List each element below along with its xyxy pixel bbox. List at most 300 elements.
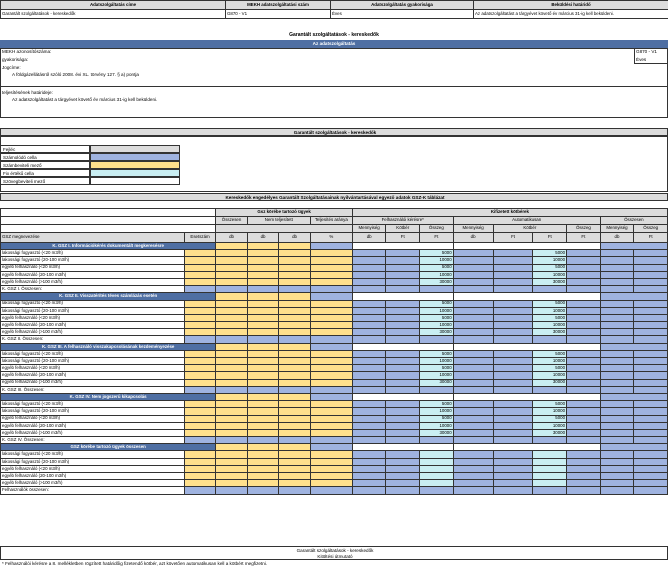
calc-cell xyxy=(634,422,668,429)
sub-ossz-header: Összesen xyxy=(600,217,667,225)
section-total-label: Felhasználók összesen: xyxy=(1,487,185,494)
calc-cell xyxy=(453,314,493,321)
input-cell[interactable] xyxy=(216,343,248,350)
input-cell[interactable] xyxy=(279,393,311,400)
input-cell[interactable] xyxy=(184,358,216,365)
input-cell[interactable] xyxy=(310,300,352,307)
input-cell[interactable] xyxy=(310,350,352,357)
input-cell[interactable] xyxy=(216,465,248,472)
input-cell[interactable] xyxy=(247,329,279,336)
input-cell[interactable] xyxy=(247,278,279,285)
input-cell[interactable] xyxy=(184,314,216,321)
fixed-value-cell: 10000 xyxy=(420,257,454,264)
calc-cell xyxy=(352,372,386,379)
input-cell[interactable] xyxy=(247,415,279,422)
input-cell[interactable] xyxy=(184,350,216,357)
calc-cell xyxy=(493,451,533,458)
unit-header: db xyxy=(453,233,493,243)
input-cell[interactable] xyxy=(184,473,216,480)
calc-cell xyxy=(600,300,634,307)
input-cell[interactable] xyxy=(247,408,279,415)
calc-cell xyxy=(634,322,668,329)
mekh-value: G870 - V1 xyxy=(636,49,657,54)
fixed-value-cell: 5000 xyxy=(533,314,567,321)
input-cell[interactable] xyxy=(216,422,248,429)
input-cell[interactable] xyxy=(310,480,352,487)
calc-cell xyxy=(279,437,311,444)
input-cell[interactable] xyxy=(279,444,311,451)
input-cell[interactable] xyxy=(216,379,248,386)
input-cell[interactable] xyxy=(247,343,279,350)
calc-cell xyxy=(567,386,601,393)
legend-label xyxy=(0,177,90,185)
unit-header: db xyxy=(279,233,311,243)
calc-cell xyxy=(453,250,493,257)
calc-cell xyxy=(493,329,533,336)
calc-cell xyxy=(493,437,533,444)
fixed-value-cell: 10000 xyxy=(420,372,454,379)
calc-cell xyxy=(567,487,601,494)
calc-cell xyxy=(493,322,533,329)
calc-cell xyxy=(386,300,420,307)
input-cell[interactable] xyxy=(247,473,279,480)
calc-cell xyxy=(493,278,533,285)
input-cell[interactable] xyxy=(184,451,216,458)
legend-label-text: Számolódó cella xyxy=(3,155,37,160)
input-cell[interactable] xyxy=(184,415,216,422)
input-cell[interactable] xyxy=(247,307,279,314)
input-cell[interactable] xyxy=(184,465,216,472)
row-label: egyéb felhasználó (<20 m3/h) xyxy=(1,365,185,372)
input-cell[interactable] xyxy=(184,429,216,436)
input-cell[interactable] xyxy=(247,458,279,465)
legal-label: Jogcíme: xyxy=(2,65,21,70)
input-cell[interactable] xyxy=(216,480,248,487)
calc-cell xyxy=(386,329,420,336)
calc-cell xyxy=(600,343,667,350)
input-cell[interactable] xyxy=(279,322,311,329)
input-cell[interactable] xyxy=(247,250,279,257)
calc-cell xyxy=(184,437,216,444)
input-cell[interactable] xyxy=(184,422,216,429)
input-cell[interactable] xyxy=(184,379,216,386)
calc-cell xyxy=(453,336,493,343)
input-cell[interactable] xyxy=(247,350,279,357)
input-cell[interactable] xyxy=(279,358,311,365)
calc-cell xyxy=(634,336,668,343)
calc-cell xyxy=(352,257,386,264)
input-cell[interactable] xyxy=(216,257,248,264)
calc-cell xyxy=(310,243,352,250)
input-cell[interactable] xyxy=(247,444,279,451)
col-osszesen-header: Összesen xyxy=(216,217,248,225)
legend-swatch xyxy=(90,177,180,185)
calc-cell xyxy=(493,336,533,343)
input-cell[interactable] xyxy=(247,358,279,365)
input-cell[interactable] xyxy=(184,480,216,487)
input-cell[interactable] xyxy=(184,250,216,257)
input-cell[interactable] xyxy=(184,458,216,465)
header-deadline-value[interactable]: Az adatszolgáltatást a tárgyévet követő év március 31-ig kell beküldeni. xyxy=(474,10,668,19)
input-cell[interactable] xyxy=(247,379,279,386)
input-cell[interactable] xyxy=(247,401,279,408)
input-cell[interactable] xyxy=(279,243,311,250)
input-cell[interactable] xyxy=(247,314,279,321)
legend-label xyxy=(0,161,90,169)
calc-cell xyxy=(493,257,533,264)
legend-label xyxy=(0,169,90,177)
calc-cell xyxy=(600,386,634,393)
input-cell[interactable] xyxy=(184,278,216,285)
row-label: egyéb felhasználó (<20 m3/h) xyxy=(1,415,185,422)
input-cell[interactable] xyxy=(279,300,311,307)
input-cell[interactable] xyxy=(310,429,352,436)
input-cell[interactable] xyxy=(310,422,352,429)
section-total-label: K. GSZ II. Összesen: xyxy=(1,336,185,343)
header-freq-value[interactable]: Éves xyxy=(331,10,474,19)
calc-cell xyxy=(352,365,386,372)
input-cell[interactable] xyxy=(279,271,311,278)
section-total-label: K. GSZ I. Összesen: xyxy=(1,286,185,293)
input-cell[interactable] xyxy=(279,264,311,271)
calc-cell xyxy=(310,437,352,444)
input-cell[interactable] xyxy=(216,408,248,415)
unit-header: db xyxy=(352,233,386,243)
input-cell[interactable] xyxy=(184,307,216,314)
fixed-value-cell: 10000 xyxy=(533,307,567,314)
input-cell[interactable] xyxy=(310,379,352,386)
calc-cell xyxy=(352,415,386,422)
calc-cell xyxy=(386,372,420,379)
input-cell[interactable] xyxy=(247,465,279,472)
calc-cell xyxy=(247,336,279,343)
input-cell[interactable] xyxy=(279,408,311,415)
input-cell[interactable] xyxy=(279,429,311,436)
calc-cell xyxy=(352,307,386,314)
input-cell[interactable] xyxy=(216,322,248,329)
input-cell[interactable] xyxy=(279,401,311,408)
input-cell[interactable] xyxy=(184,300,216,307)
calc-cell xyxy=(386,480,420,487)
calc-cell xyxy=(386,250,420,257)
input-cell[interactable] xyxy=(310,278,352,285)
calc-cell xyxy=(453,257,493,264)
calc-cell xyxy=(386,379,420,386)
calc-cell xyxy=(216,386,248,393)
calc-cell xyxy=(310,386,352,393)
calc-cell xyxy=(600,329,634,336)
input-cell[interactable] xyxy=(216,451,248,458)
fixed-value-cell: 5000 xyxy=(420,350,454,357)
calc-cell xyxy=(567,257,601,264)
input-cell[interactable] xyxy=(216,401,248,408)
input-cell[interactable] xyxy=(247,365,279,372)
calc-cell xyxy=(493,379,533,386)
input-cell[interactable] xyxy=(247,293,279,300)
calc-cell xyxy=(493,286,533,293)
input-cell[interactable] xyxy=(279,343,311,350)
fixed-value-cell xyxy=(533,465,567,472)
calc-cell xyxy=(493,415,533,422)
input-cell[interactable] xyxy=(216,278,248,285)
input-cell[interactable] xyxy=(247,422,279,429)
input-cell[interactable] xyxy=(310,257,352,264)
calc-cell xyxy=(634,300,668,307)
calc-cell xyxy=(352,422,386,429)
input-cell[interactable] xyxy=(310,307,352,314)
calc-cell xyxy=(352,286,386,293)
calc-cell xyxy=(600,314,634,321)
calc-cell xyxy=(352,379,386,386)
input-cell[interactable] xyxy=(247,480,279,487)
input-cell[interactable] xyxy=(310,415,352,422)
calc-cell xyxy=(279,386,311,393)
input-cell[interactable] xyxy=(279,451,311,458)
input-cell[interactable] xyxy=(247,429,279,436)
main-title-bar xyxy=(0,193,668,201)
input-cell[interactable] xyxy=(216,429,248,436)
calc-cell xyxy=(493,264,533,271)
input-cell[interactable] xyxy=(310,465,352,472)
input-cell[interactable] xyxy=(310,372,352,379)
row-label: egyéb felhasználó (20-100 m3/h) xyxy=(1,322,185,329)
input-cell[interactable] xyxy=(279,422,311,429)
input-cell[interactable] xyxy=(216,293,248,300)
input-cell[interactable] xyxy=(279,307,311,314)
freq-label: gyakorisága: xyxy=(2,57,29,62)
calc-cell xyxy=(352,314,386,321)
calc-cell xyxy=(453,451,493,458)
input-cell[interactable] xyxy=(184,329,216,336)
sub-auto-header: Automatikusan xyxy=(453,217,600,225)
input-cell[interactable] xyxy=(247,393,279,400)
calc-cell xyxy=(567,350,601,357)
bottom-box xyxy=(0,546,668,560)
calc-cell xyxy=(567,358,601,365)
input-cell[interactable] xyxy=(279,250,311,257)
calc-cell xyxy=(600,401,634,408)
input-cell[interactable] xyxy=(310,314,352,321)
input-cell[interactable] xyxy=(310,271,352,278)
calc-cell xyxy=(533,336,567,343)
calc-cell xyxy=(567,379,601,386)
row-label: lakossági fogyasztó (<20 m3/h) xyxy=(1,250,185,257)
section-header: GSZ körébe tartozó ügyek összesen xyxy=(1,444,216,451)
gsz-table xyxy=(0,208,668,538)
row-label: egyéb felhasználó (>100 m3/h) xyxy=(1,278,185,285)
calc-cell xyxy=(600,250,634,257)
input-cell[interactable] xyxy=(184,365,216,372)
input-cell[interactable] xyxy=(279,379,311,386)
input-cell[interactable] xyxy=(279,415,311,422)
fixed-value-cell xyxy=(420,473,454,480)
calc-cell xyxy=(634,372,668,379)
calc-cell xyxy=(453,415,493,422)
legend-swatch xyxy=(90,161,180,169)
calc-cell xyxy=(453,322,493,329)
section-header: K. GSZ I. Információkérés dokumentált megkeresésre xyxy=(1,243,216,250)
input-cell[interactable] xyxy=(216,300,248,307)
input-cell[interactable] xyxy=(216,358,248,365)
calc-cell xyxy=(386,307,420,314)
input-cell[interactable] xyxy=(310,451,352,458)
fixed-value-cell: 30000 xyxy=(420,429,454,436)
calc-cell xyxy=(567,372,601,379)
unit-header: db xyxy=(216,233,248,243)
fixed-value-cell: 5000 xyxy=(420,365,454,372)
input-cell[interactable] xyxy=(247,322,279,329)
calc-cell xyxy=(310,343,352,350)
fixed-value-cell: 10000 xyxy=(533,358,567,365)
mekh-label: MEKH azonosítószáma: xyxy=(2,49,52,54)
input-cell[interactable] xyxy=(184,264,216,271)
input-cell[interactable] xyxy=(184,408,216,415)
input-cell[interactable] xyxy=(279,257,311,264)
calc-cell xyxy=(386,286,420,293)
input-cell[interactable] xyxy=(310,322,352,329)
input-cell[interactable] xyxy=(184,372,216,379)
calc-cell xyxy=(567,278,601,285)
input-cell[interactable] xyxy=(184,257,216,264)
fixed-value-cell: 10000 xyxy=(420,422,454,429)
calc-cell xyxy=(493,250,533,257)
calc-cell xyxy=(386,271,420,278)
input-cell[interactable] xyxy=(279,480,311,487)
input-cell[interactable] xyxy=(247,271,279,278)
input-cell[interactable] xyxy=(310,264,352,271)
input-cell[interactable] xyxy=(310,401,352,408)
calc-cell xyxy=(600,429,634,436)
input-cell[interactable] xyxy=(310,365,352,372)
calc-cell xyxy=(567,286,601,293)
input-cell[interactable] xyxy=(184,322,216,329)
input-cell[interactable] xyxy=(216,314,248,321)
input-cell[interactable] xyxy=(184,271,216,278)
input-cell[interactable] xyxy=(247,451,279,458)
input-cell[interactable] xyxy=(310,358,352,365)
input-cell[interactable] xyxy=(216,473,248,480)
blank-cell xyxy=(352,243,453,250)
legal-value: A földgázellátásról szóló 2008. évi XL. törvény 127. § a) pontja xyxy=(12,72,139,77)
input-cell[interactable] xyxy=(279,329,311,336)
input-cell[interactable] xyxy=(310,329,352,336)
input-cell[interactable] xyxy=(216,350,248,357)
calc-cell xyxy=(600,243,667,250)
calc-cell xyxy=(453,465,493,472)
calc-cell xyxy=(247,487,279,494)
input-cell[interactable] xyxy=(216,329,248,336)
input-cell[interactable] xyxy=(216,415,248,422)
input-cell[interactable] xyxy=(216,458,248,465)
calc-cell xyxy=(386,401,420,408)
input-cell[interactable] xyxy=(279,473,311,480)
blank-cell xyxy=(352,343,453,350)
calc-cell xyxy=(567,451,601,458)
unit-header: db xyxy=(600,233,634,243)
input-cell[interactable] xyxy=(310,250,352,257)
input-cell[interactable] xyxy=(279,293,311,300)
input-cell[interactable] xyxy=(184,401,216,408)
input-cell[interactable] xyxy=(247,372,279,379)
calc-cell xyxy=(420,487,454,494)
main-title: Kereskedők engedélyes Garantált Szolgáltatásainak nyilvántartásával egyező adatok GSZ-K táblázat xyxy=(225,195,445,200)
input-cell[interactable] xyxy=(216,264,248,271)
input-cell[interactable] xyxy=(247,300,279,307)
calc-cell xyxy=(352,480,386,487)
fixed-value-cell xyxy=(533,451,567,458)
col-ossz-header: Összeg xyxy=(634,225,668,233)
bottom-subtitle: Kitöltési útmutató xyxy=(317,554,353,559)
calc-cell xyxy=(634,365,668,372)
fixed-value-cell xyxy=(420,451,454,458)
section-header: K. GSZ II. Visszatérítés téves számlázás esetén xyxy=(1,293,216,300)
input-cell[interactable] xyxy=(216,365,248,372)
row-label: lakossági fogyasztó (20-100 m3/h) xyxy=(1,408,185,415)
input-cell[interactable] xyxy=(216,250,248,257)
input-cell[interactable] xyxy=(216,444,248,451)
fixed-value-cell: 10000 xyxy=(420,358,454,365)
fixed-value-cell: 30000 xyxy=(533,329,567,336)
input-cell[interactable] xyxy=(216,393,248,400)
row-label: lakossági fogyasztó (<20 m3/h) xyxy=(1,401,185,408)
input-cell[interactable] xyxy=(310,473,352,480)
input-cell[interactable] xyxy=(279,465,311,472)
input-cell[interactable] xyxy=(247,243,279,250)
calc-cell xyxy=(352,465,386,472)
calc-cell xyxy=(352,451,386,458)
unit-header: Ft xyxy=(634,233,668,243)
calc-cell xyxy=(600,372,634,379)
legend-swatch xyxy=(90,145,180,153)
input-cell[interactable] xyxy=(279,372,311,379)
input-cell[interactable] xyxy=(216,307,248,314)
calc-cell xyxy=(247,386,279,393)
fixed-value-cell xyxy=(533,473,567,480)
header-title-label: Adatszolgáltatás címe xyxy=(1,1,226,10)
header-title-value[interactable]: Garantált szolgáltatások - kereskedők xyxy=(1,10,226,19)
calc-cell xyxy=(533,437,567,444)
input-cell[interactable] xyxy=(310,458,352,465)
input-cell[interactable] xyxy=(247,264,279,271)
input-cell[interactable] xyxy=(279,314,311,321)
calc-cell xyxy=(493,473,533,480)
bottom-title: Garantált szolgáltatások - kereskedők xyxy=(296,548,374,553)
header-deadline-label: Beküldési határidő xyxy=(474,1,668,10)
fixed-value-cell xyxy=(420,480,454,487)
calc-cell xyxy=(386,422,420,429)
input-cell[interactable] xyxy=(279,458,311,465)
calc-cell xyxy=(310,293,352,300)
header-mekh-value[interactable]: G870 - V1 xyxy=(226,10,331,19)
calc-cell xyxy=(634,458,668,465)
input-cell[interactable] xyxy=(310,408,352,415)
col-ossz-header: Összeg xyxy=(567,225,601,233)
input-cell[interactable] xyxy=(247,257,279,264)
calc-cell xyxy=(493,365,533,372)
input-cell[interactable] xyxy=(279,365,311,372)
calc-cell xyxy=(352,358,386,365)
calc-cell xyxy=(352,401,386,408)
input-cell[interactable] xyxy=(216,243,248,250)
input-cell[interactable] xyxy=(279,278,311,285)
input-cell[interactable] xyxy=(216,271,248,278)
calc-cell xyxy=(600,336,634,343)
row-label: egyéb felhasználó (20-100 m3/h) xyxy=(1,473,185,480)
row-label: lakossági fogyasztó (20-100 m3/h) xyxy=(1,307,185,314)
input-cell[interactable] xyxy=(216,372,248,379)
input-cell[interactable] xyxy=(279,350,311,357)
calc-cell xyxy=(567,314,601,321)
